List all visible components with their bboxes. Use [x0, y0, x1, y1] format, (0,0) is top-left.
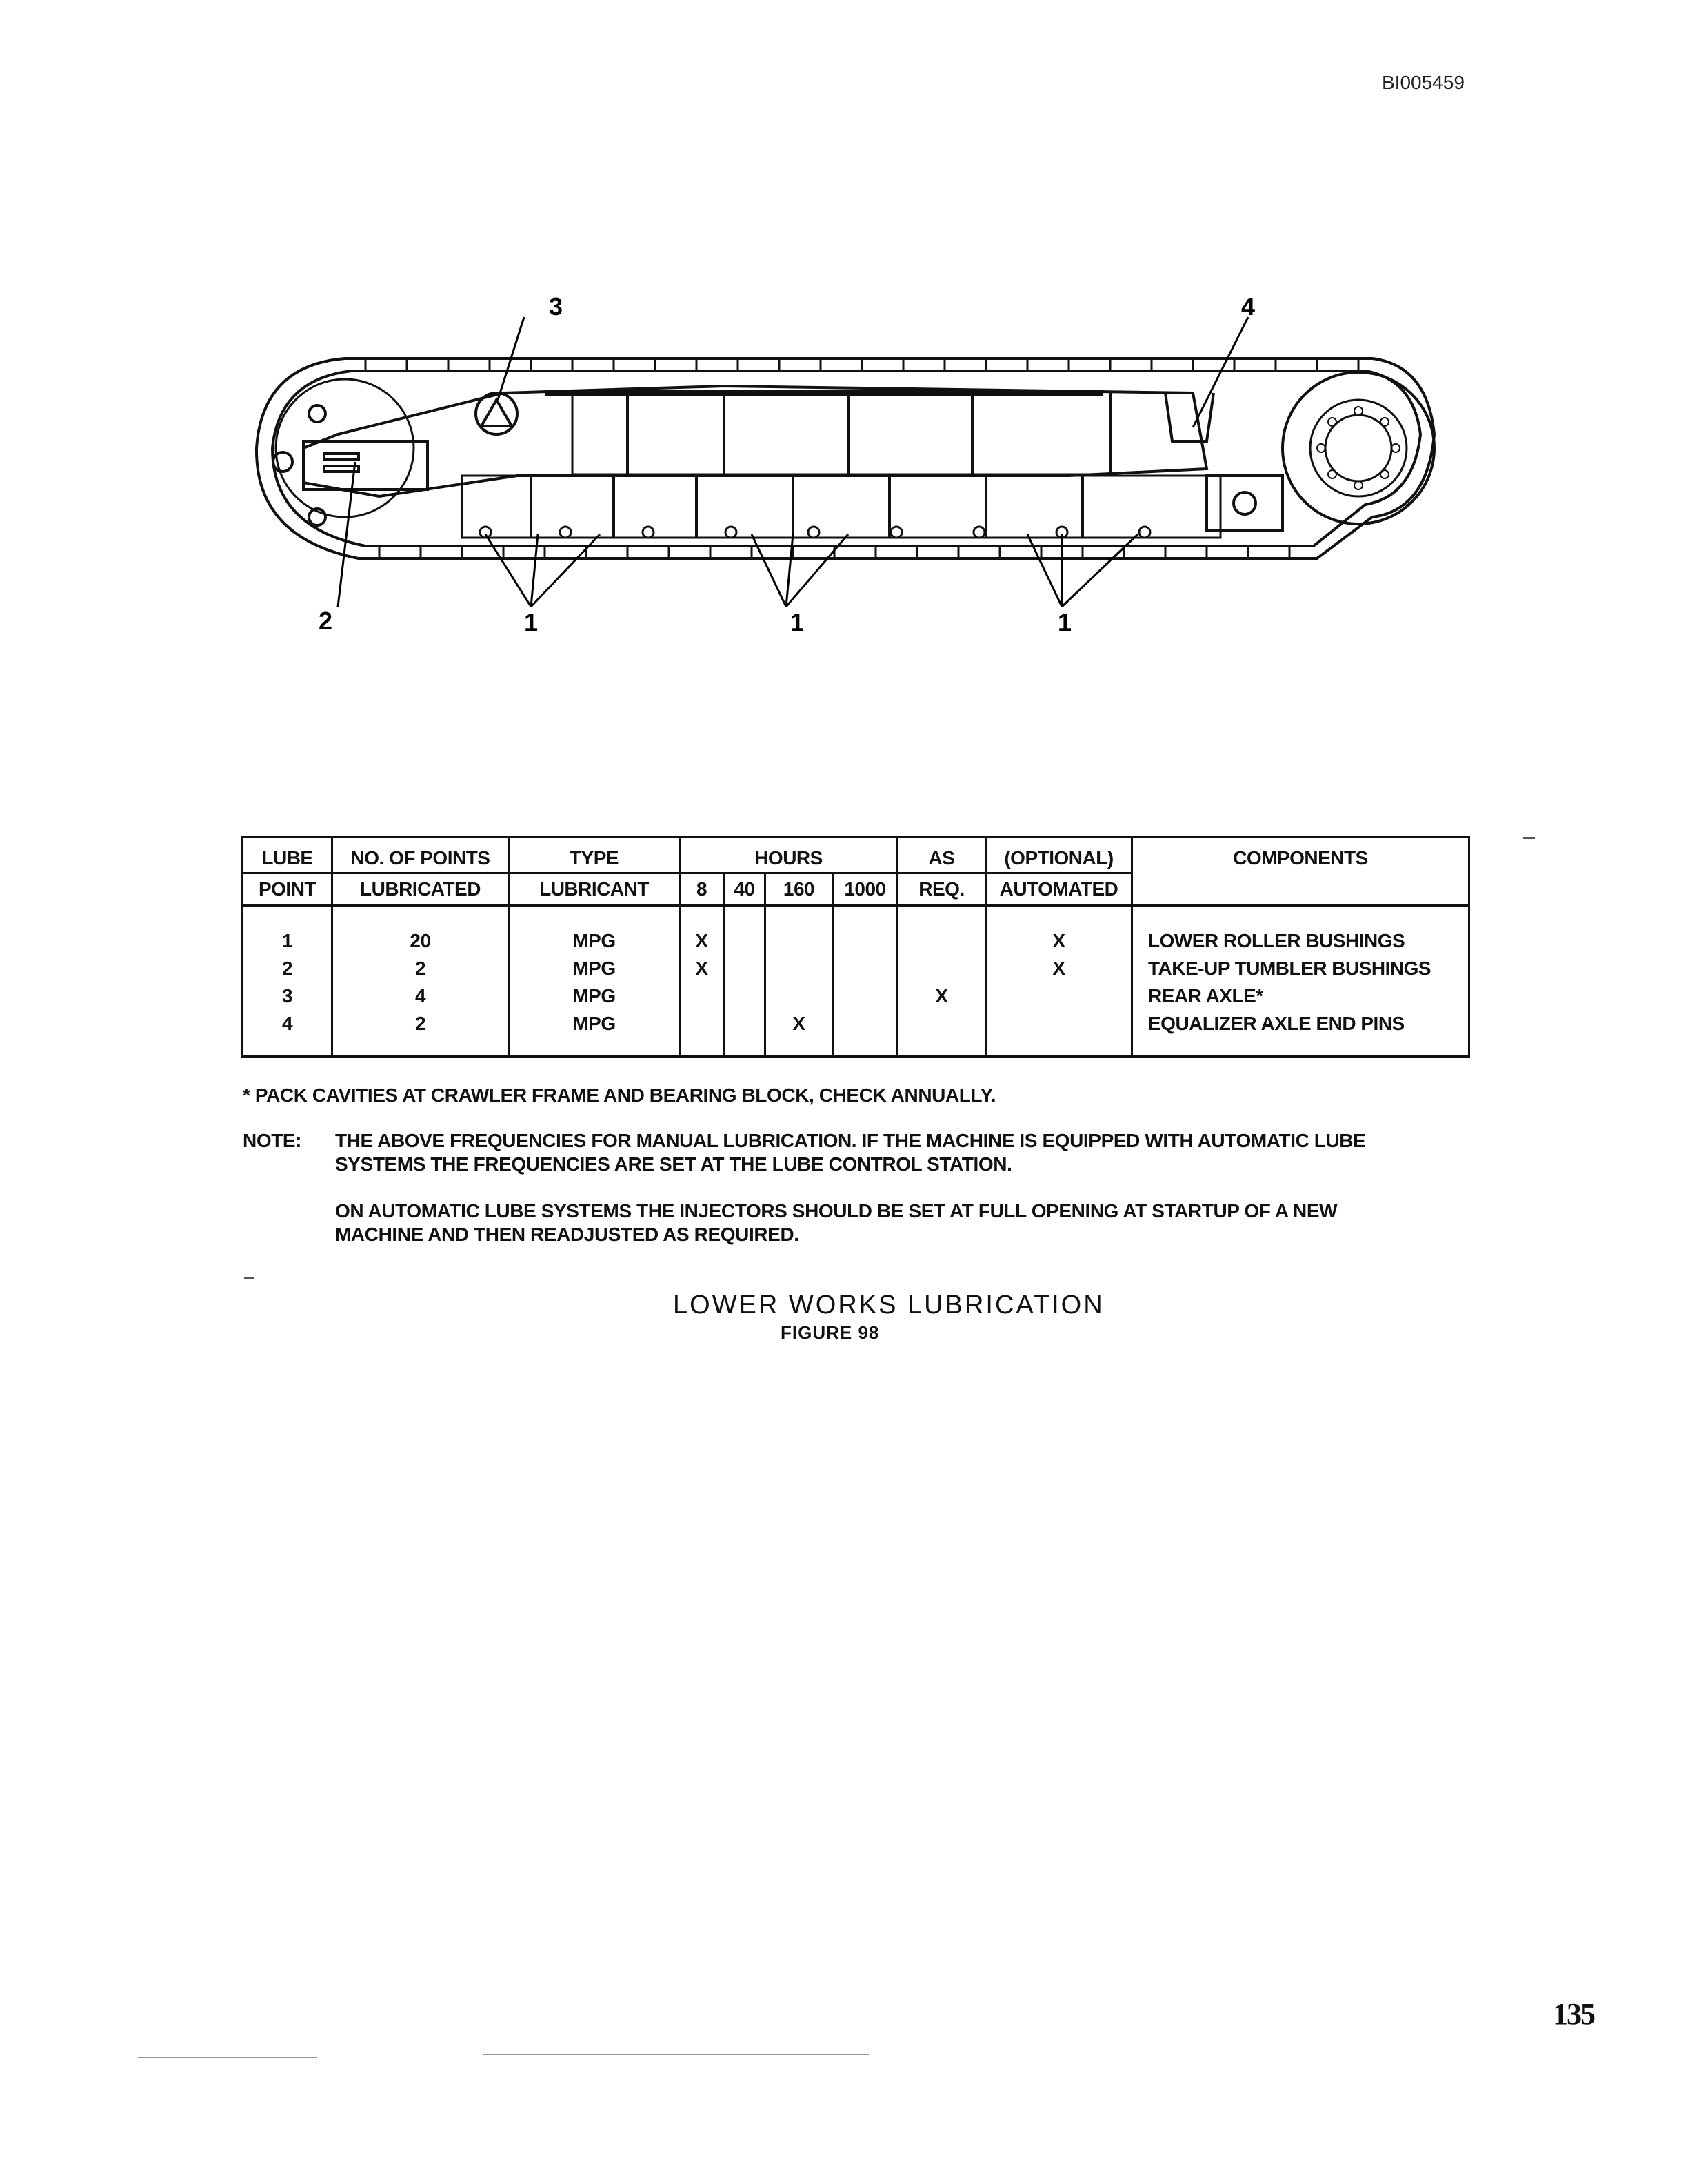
cell-h160: [765, 982, 833, 1010]
cell-lubricant: MPG: [509, 1010, 680, 1057]
scan-mark: [244, 1277, 254, 1279]
cell-h40: [724, 1010, 765, 1057]
cell-h40: [724, 955, 765, 982]
cell-h1000: [833, 982, 898, 1010]
callout-1b: 1: [790, 608, 805, 636]
callout-1c: 1: [1058, 608, 1072, 636]
cell-asreq: [898, 906, 986, 956]
cell-lubricant: MPG: [509, 906, 680, 956]
header-hours-1000: 1000: [833, 873, 898, 906]
cell-h1000: [833, 1010, 898, 1057]
cell-asreq: X: [898, 982, 986, 1010]
lower-rollers: [480, 527, 1150, 538]
cell-h8: [680, 1010, 724, 1057]
header-hours: HOURS: [680, 837, 898, 873]
callout-3: 3: [549, 292, 563, 321]
header-asreq-2: REQ.: [898, 873, 986, 906]
cell-lubricant: MPG: [509, 982, 680, 1010]
scan-mark: [138, 2057, 317, 2058]
cell-automated: [986, 982, 1132, 1010]
cell-component: TAKE-UP TUMBLER BUSHINGS: [1132, 955, 1469, 982]
header-asreq-1: AS: [898, 837, 986, 873]
note-line-2: SYSTEMS THE FREQUENCIES ARE SET AT THE LUBE CONTROL STATION.: [335, 1153, 1012, 1175]
cell-asreq: [898, 1010, 986, 1057]
header-type-1: TYPE: [509, 837, 680, 873]
header-auto-2: AUTOMATED: [986, 873, 1132, 906]
cell-automated: X: [986, 955, 1132, 982]
auto-note-line-1: ON AUTOMATIC LUBE SYSTEMS THE INJECTORS SHOULD BE SET AT FULL OPENING AT STARTUP OF A NEW: [335, 1200, 1338, 1222]
scan-mark: [1523, 837, 1535, 839]
cell-h8: X: [680, 955, 724, 982]
cell-component: REAR AXLE*: [1132, 982, 1469, 1010]
header-type-2: LUBRICANT: [509, 873, 680, 906]
header-hours-40: 40: [724, 873, 765, 906]
cell-count: 2: [332, 955, 509, 982]
table-row: [243, 1010, 1469, 1057]
scan-mark: [483, 2054, 869, 2055]
cell-count: 20: [332, 906, 509, 956]
callout-2: 2: [319, 607, 333, 635]
cell-count: 4: [332, 982, 509, 1010]
cell-h1000: [833, 906, 898, 956]
page-number: 135: [1553, 1997, 1594, 2031]
table-row: [243, 906, 1469, 956]
cell-component: EQUALIZER AXLE END PINS: [1132, 1010, 1469, 1057]
auto-note-line-2: MACHINE AND THEN READJUSTED AS REQUIRED.: [335, 1224, 799, 1245]
header-hours-8: 8: [680, 873, 724, 906]
cell-h160: [765, 906, 833, 956]
header-lube-2: POINT: [243, 873, 332, 906]
cell-lubricant: MPG: [509, 955, 680, 982]
callout-1a: 1: [524, 608, 539, 636]
cell-h40: [724, 982, 765, 1010]
cell-h40: [724, 906, 765, 956]
footnote: * PACK CAVITIES AT CRAWLER FRAME AND BEARING BLOCK, CHECK ANNUALLY.: [243, 1084, 996, 1106]
cell-h160: X: [765, 1010, 833, 1057]
cell-count: 2: [332, 1010, 509, 1057]
cell-automated: X: [986, 906, 1132, 956]
crawler-track-illustration: [241, 290, 1469, 648]
cell-asreq: [898, 955, 986, 982]
crawler-track-drawing: [241, 290, 1469, 648]
table-row: [243, 982, 1469, 1010]
table-row: [243, 955, 1469, 982]
cell-point: 1: [243, 906, 332, 956]
track-inner-outline: [272, 371, 1420, 546]
front-sprocket: [1283, 372, 1434, 524]
cell-h160: [765, 955, 833, 982]
note-line-1: THE ABOVE FREQUENCIES FOR MANUAL LUBRICATION. IF THE MACHINE IS EQUIPPED WITH AUTOMATIC LUBE: [335, 1130, 1366, 1151]
crawler-frame: [303, 386, 1207, 496]
header-points-1: NO. OF POINTS: [332, 837, 509, 873]
cell-h8: X: [680, 906, 724, 956]
cell-h8: [680, 982, 724, 1010]
header-components: COMPONENTS: [1132, 837, 1469, 906]
header-hours-160: 160: [765, 873, 833, 906]
lubrication-table: [241, 836, 1470, 1058]
cell-h1000: [833, 955, 898, 982]
document-id: BI005459: [1382, 72, 1465, 93]
header-lube-1: LUBE: [243, 837, 332, 873]
rear-tumbler: [276, 379, 414, 517]
cell-automated: [986, 1010, 1132, 1057]
figure-title: LOWER WORKS LUBRICATION: [673, 1291, 1105, 1320]
cell-component: LOWER ROLLER BUSHINGS: [1132, 906, 1469, 956]
callout-4: 4: [1241, 292, 1256, 321]
cell-point: 2: [243, 955, 332, 982]
rear-axle-housing: [303, 441, 428, 489]
header-auto-1: (OPTIONAL): [986, 837, 1132, 873]
header-points-2: LUBRICATED: [332, 873, 509, 906]
cell-point: 4: [243, 1010, 332, 1057]
figure-number: FIGURE 98: [781, 1322, 880, 1343]
cell-point: 3: [243, 982, 332, 1010]
note-label: NOTE:: [243, 1130, 302, 1151]
